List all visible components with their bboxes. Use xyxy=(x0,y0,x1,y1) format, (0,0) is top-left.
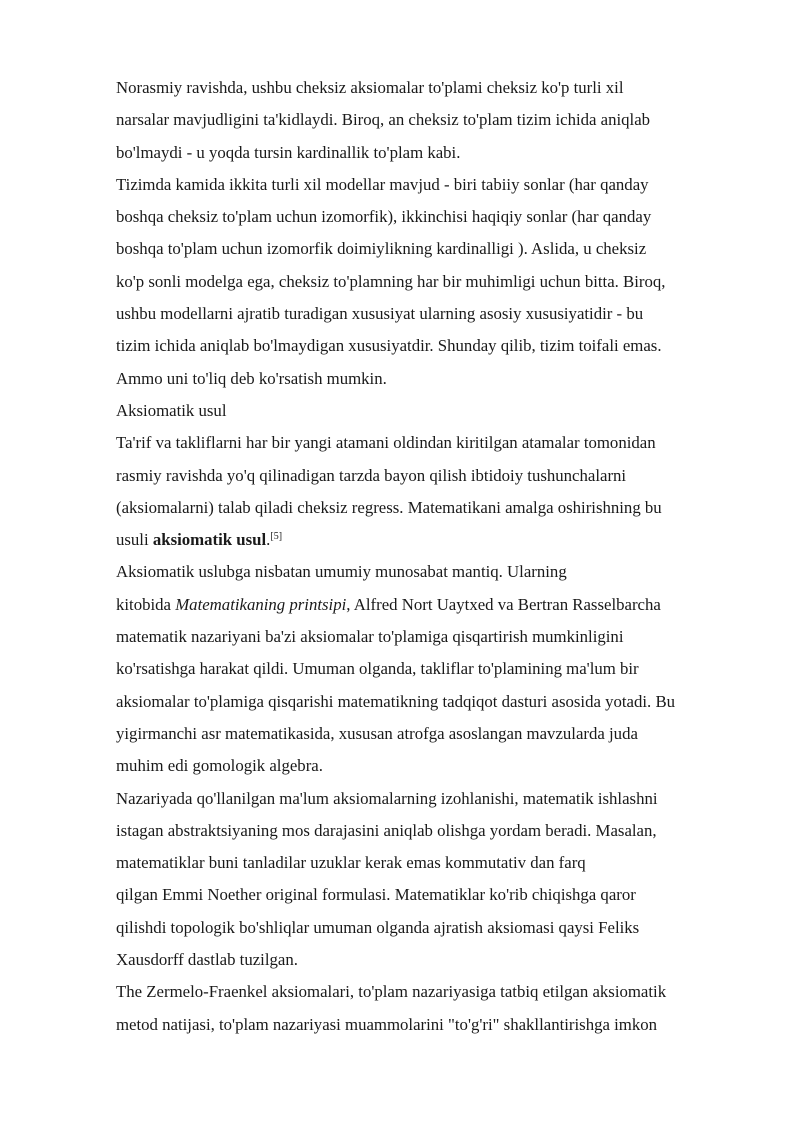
text-line: The Zermelo-Fraenkel aksiomalari, to'plam nazariyasiga tatbiq etilgan aksiomatik xyxy=(116,982,667,1002)
text-line: Ammo uni to'liq deb ko'rsatish mumkin. xyxy=(116,368,387,388)
text-line: ko'p sonli modelga ega, cheksiz to'plamning har bir muhimligi uchun bitta. Biroq, xyxy=(116,271,666,291)
text-line: tizim ichida aniqlab bo'lmaydigan xususiyatdir. Shunday qilib, tizim toifali emas. xyxy=(116,336,662,356)
text-line: Aksiomatik uslubga nisbatan umumiy munosabat mantiq. Ularning xyxy=(116,562,567,582)
text-segment: usuli xyxy=(116,530,153,550)
text-line: ko'rsatishga harakat qildi. Umuman olganda, takliflar to'plamining ma'lum bir xyxy=(116,659,639,679)
text-line: Tizimda kamida ikkita turli xil modellar mavjud - biri tabiiy sonlar (har qanday xyxy=(116,174,649,194)
document-page xyxy=(116,76,756,1045)
bold-term: aksiomatik usul xyxy=(152,530,267,550)
text-line: boshqa cheksiz to'plam uchun izomorfik), ikkinchisi haqiqiy sonlar (har qanday xyxy=(116,207,652,227)
footnote-reference[interactable]: [5] xyxy=(270,531,283,543)
text-line: muhim edi gomologik algebra. xyxy=(116,756,323,776)
text-line: qilgan Emmi Noether original formulasi. Matematiklar ko'rib chiqishga qaror xyxy=(116,885,636,905)
text-line: yigirmanchi asr matematikasida, xususan atrofga asoslangan mavzularda juda xyxy=(116,723,638,743)
text-line: metod natijasi, to'plam nazariyasi muammolarini "to'g'ri" shakllantirishga imkon xyxy=(116,1014,658,1034)
text-line: qilishdi topologik bo'shliqlar umuman olganda ajratish aksiomasi qaysi Feliks xyxy=(116,917,640,937)
text-line: ushbu modellarni ajratib turadigan xususiyat ularning asosiy xususiyatidir - bu xyxy=(116,304,644,324)
text-line: istagan abstraktsiyaning mos darajasini aniqlab olishga yordam beradi. Masalan, xyxy=(116,820,657,840)
book-title: Matematikaning printsipi xyxy=(175,594,347,614)
section-heading: Aksiomatik usul xyxy=(116,400,227,420)
text-line: Ta'rif va takliflarni har bir yangi atamani oldindan kiritilgan atamalar tomonidan xyxy=(116,433,656,453)
text-segment: kitobida xyxy=(116,594,176,614)
text-line xyxy=(116,528,756,560)
text-line xyxy=(116,593,756,625)
text-line: bo'lmaydi - u yoqda tursin kardinallik to'plam kabi. xyxy=(116,142,461,162)
text-line: matematiklar buni tanladilar uzuklar kerak emas kommutativ dan farq xyxy=(116,853,586,873)
text-line: rasmiy ravishda yo'q qilinadigan tarzda bayon qilish ibtidoiy tushunchalarni xyxy=(116,465,627,485)
text-line: Xausdorff dastlab tuzilgan. xyxy=(116,950,298,970)
text-segment: . xyxy=(266,530,271,550)
text-line: aksiomalar to'plamiga qisqarishi matematikning tadqiqot dasturi asosida yotadi. Bu xyxy=(116,691,676,711)
text-line: Norasmiy ravishda, ushbu cheksiz aksiomalar to'plami cheksiz ko'p turli xil xyxy=(116,78,624,97)
text-line: (aksiomalarni) talab qiladi cheksiz regress. Matematikani amalga oshirishning bu xyxy=(116,497,662,517)
text-line: narsalar mavjudligini ta'kidlaydi. Biroq, an cheksiz to'plam tizim ichida aniqlab xyxy=(116,110,651,130)
text-line: Nazariyada qo'llanilgan ma'lum aksiomalarning izohlanishi, matematik ishlashni xyxy=(116,788,658,808)
text-line: boshqa to'plam uchun izomorfik doimiylikning kardinalligi ). Aslida, u cheksiz xyxy=(116,239,647,259)
text-line: matematik nazariyani ba'zi aksiomalar to'plamiga qisqartirish mumkinligini xyxy=(116,627,624,647)
text-segment: , Alfred Nort Uaytxed va Bertran Rasselbarcha xyxy=(346,594,661,614)
